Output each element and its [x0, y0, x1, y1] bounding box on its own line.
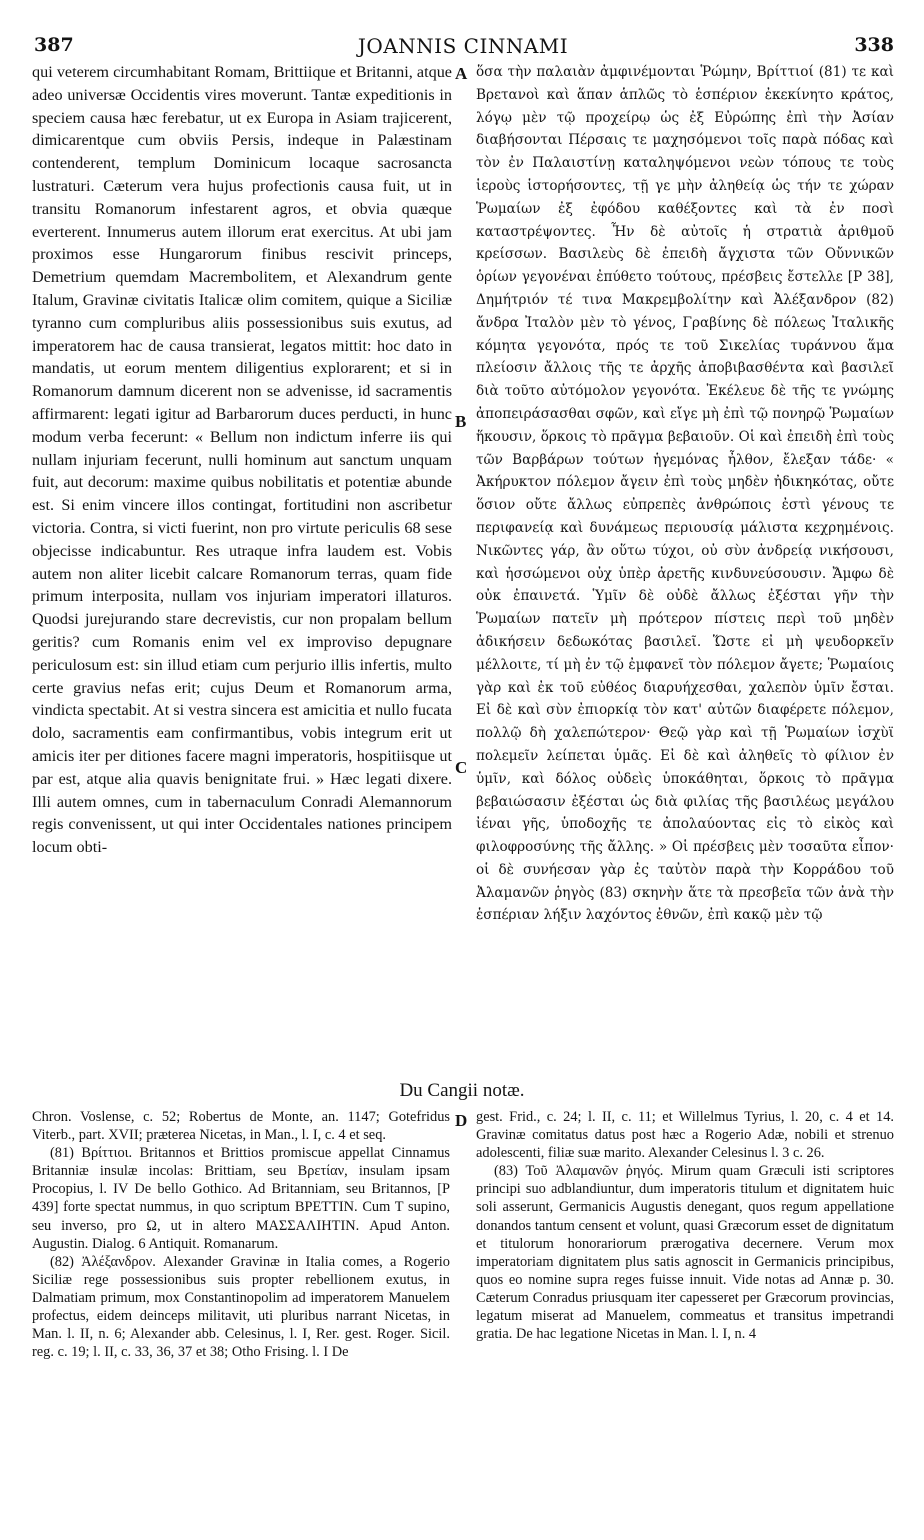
note-paragraph: (81) Βρίττιοι. Britannos et Brittios promiscue appellat Cinnamus Britanniæ insulæ incolas: Brittiam, seu Βρετίαν, insulam ipsam Procopius, l. IV De bello Gothico. Ad Britanniam, seu Britannos, [P 439] forte spectat nummus, in quo scriptum ΒΡΕΤΤΙΝ. Cum T supino, seu inverso, pro Ω, ut in altero ΜΑΣΣΑΛΙΗΤΙΝ. Apud Anton. Augustin. Dialog. 6 Antiquit. Romanarum.: [32, 1145, 450, 1252]
notes-left-column: [32, 1108, 450, 1528]
margin-marker-c: C: [455, 758, 468, 777]
latin-column: [32, 61, 452, 1071]
margin-marker-a: A: [455, 64, 468, 83]
greek-paragraph: ὅσα τὴν παλαιὰν ἀμφινέμονται Ῥώμην, Βρίττιοί (81) τε καὶ Βρετανοὶ καὶ ἅπαν ἁπλῶς τὸ ἑσπέριον ἐκεκίνητο κράτος, λόγῳ μὲν τῷ προχείρῳ ὡς ἐξ Εὐρώπης ἐπὶ τὴν Ἀσίαν διαβήσονται Πέρσαις τε μαχησόμενοι τοῖς παρὰ πόδας καὶ τὸν ἐν Παλαιστίνῃ καταληψόμενοι νεὼν τόπους τε τοὺς ἱεροὺς ἱστορήσοντες, τῇ γε μὴν ἀληθείᾳ ὡς τήν τε χώραν Ῥωμαίων ἐξ ἐφόδου καθέξοντες καὶ τὰ ἐν ποσὶ καταστρέψοντες. Ἦν δὲ αὐτοῖς ἡ στρατιὰ ἀριθμοῦ κρείσσων. Βασιλεὺς δὲ ἐπειδὴ ἄγχιστα τῶν Οὔννικῶν ὁρίων γεγονέναι ἐπύθετο τούτους, πρέσβεις ἔστελλε [P 38], Δημήτριόν τέ τινα Μακρεμβολίτην καὶ Ἀλέξανδρον (82) ἄνδρα Ἰταλὸν μὲν τὸ γένος, Γραβίνης δὲ πόλεως Ἰταλικῆς κόμητα γεγονότα, πρός τε τοῦ Σικελίας τυράννου ἅμα πλείοσιν ἄλλοις τῆς τε ἀρχῆς ἀποβιβασθέντα καὶ βασιλεῖ διὰ τοῦτο αὐτόμολον γεγονότα. Ἐκέλευε δὲ τῆς τε γνώμης ἀποπειράσασθαι σφῶν, καὶ εἴγε μὴ ἐπὶ τῷ πονηρῷ Ῥωμαίων ἥκουσιν, ὅρκοις τὸ πρᾶγμα βεβαιοῦν. Οἱ καὶ ἐπειδὴ ἐπὶ τοὺς τῶν Βαρβάρων τούτων ἡγεμόνας ἦλθον, ἔλεξαν τάδε· « Ἀκήρυκτον πόλεμον ἄγειν ἐπὶ τοὺς μηδὲν ἠδικηκότας, οὔτε ὅσιον οὔτε ἄλλως εὐπρεπὲς ἀνθρώποις ἐστὶ γένους τε περιφανείᾳ καὶ δυνάμεως περιουσίᾳ μάλιστα κεχρημένοις. Νικῶντες γάρ, ἂν οὕτω τύχοι, οὐ σὺν ἀνδρείᾳ νικήσουσι, καὶ ἡσσώμενοι οὐχ ὑπὲρ ἀρετῆς κινδυνεύσουσιν. Ἄμφω δὲ οὐκ ἐπαινετά. Ὑμῖν δὲ οὐδὲ ἄλλως ἐξέσται γῆν τὴν Ῥωμαίων πατεῖν μὴ πρότερον πίστεις περὶ τοῦ μηδὲν ἀδικήσειν δεδωκότας βασιλεῖ. Ὥστε εἰ μὴ ψευδορκεῖν μέλλοιτε, τί μὴ ἐν τῷ ἐμφανεῖ τὸν πόλεμον ἄγετε; Ῥωμαίοις γὰρ καὶ ἐκ τοῦ εὐθέος διαρυήχεσθαι, χαλεπὸν ὑμῖν ἔσται. Εἰ δὲ καὶ σὺν ἐπιορκίᾳ τὸν κατ' αὐτῶν διαφέρετε πόλεμον, πολλῷ δὴ χαλεπώτερον· Θεῷ γὰρ καὶ τῇ Ῥωμαίων ἰσχὺϊ πολεμεῖν λείπεται ὑμᾶς. Εἰ δὲ καὶ ἀληθεῖς τὸ φίλιον ἐν ὑμῖν, καὶ δόλος οὐδεὶς ὑποκάθηται, ὅρκοις τὸ πρᾶγμα βεβαιώσασιν ἐξέσται ὡς διὰ φιλίας τῆς βασιλέως μεγάλου ἰέναι γῆς, ὑποδοχῆς τε ἀπολαύοντας εἰς τὸ εἰκὸς καὶ φιλοφροσύνης τῆς ἄλλης. » Οἱ πρέσβεις μὲν τοσαῦτα εἶπον· οἱ δὲ συνήεσαν γὰρ ἐς ταὐτὸν παρὰ τὴν Κορράδου τοῦ Ἀλαμανῶν ῥηγὸς (83) σκηνὴν ἅτε τὰ πρεσβεῖα τῶν ἀνὰ τὴν ἑσπέριαν λήξιν λαχόντος ἐθνῶν, ἐπὶ κακῷ μὲν τῷ: [476, 64, 894, 924]
running-title: JOANNIS CINNAMI: [357, 34, 569, 58]
notes-right-column: [476, 1108, 894, 1528]
margin-marker-b: B: [455, 412, 467, 431]
note-paragraph: (82) Ἀλέξανδρον. Alexander Gravinæ in Italia comes, a Rogerio Siciliæ rege possessionibus suis propter rebellionem exutus, in Dalmatiam primum, mox Constantinopolim ad imperatorem Manuelem profectus, eidem deinceps militavit, uti pluribus narrant Nicetas, in Man. l. II, n. 6; Alexander abb. Celesinus, l. I, Rer. gest. Roger. Sicil. reg. c. 19; l. II, c. 33, 36, 37 et 38; Otho Frising. l. I De: [32, 1253, 450, 1361]
notes-heading: Du Cangii notæ.: [399, 1080, 525, 1101]
greek-column: [476, 61, 894, 1071]
note-paragraph: gest. Frid., c. 24; l. II, c. 11; et Willelmus Tyrius, l. 20, c. 4 et 14. Gravinæ comitatus datus post hæc a Rogerio Adæ, nobili et strenuo adolescenti, filiæ suæ marito. Alexander Celesinus l. 3 c. 26.: [476, 1109, 894, 1162]
margin-marker-d: D: [455, 1111, 468, 1130]
note-paragraph: (83) Τοῦ Ἀλαμανῶν ῥηγός. Mirum quam Græculi isti scriptores principi suo adblandiuntur, dum imperatoris titulum et dignitatem huic soli asserunt, Germanicis Augustis denegant, quos regum appellatione donandos tantum censent et volunt, quasi Græcorum esset de dignitatum et titulorum honorariorum prærogativa decernere. Verum mox imperatoriam dignitatem plus satis agnoscit in Germanicis principibus, quos eo nomine supra reges fuisse innuit. Vide notas ad Annæ p. 30. Cæterum Conradus priusquam iter capesseret per Græcorum provincias, legatum miserat ad Manuelem, commeatus et transitus impetrandi gratia. De hac legatione Nicetas in Man. l. I, n. 4: [476, 1163, 894, 1343]
note-paragraph: Chron. Voslense, c. 52; Robertus de Monte, an. 1147; Gotefridus Viterb., part. XVII; præterea Nicetas, in Man., l. I, c. 4 et seq.: [32, 1109, 450, 1144]
page-number-left: 387: [34, 34, 74, 56]
latin-paragraph: qui veterem circumhabitant Romam, Brittiique et Britanni, atque adeo universæ Occidentis vires moverunt. Tantæ expeditionis in speciem causa hæc ferebatur, ut ex Europa in Asiam trajicerent, dimicarentque cum obviis Persis, indeque in Palæstinam contenderent, templum Dominicum locaque sacrosancta lustraturi. Cæterum vera hujus profectionis causa fuit, ut in transitu Romanorum infestarent agros, et obvia quæque everterent. Innumerus autem illorum erat exercitus. At ubi jam proximos esse Hungarorum finibus rescivit princeps, Demetrium quemdam Macrembolitem, et Alexandrum gente Italum, Gravinæ civitatis Italicæ olim comitem, quique a Siciliæ tyranno cum compluribus aliis possessionibus suis exutus, ad imperatorem hac de causa transierat, legatos mittit: hoc dato in mandatis, ut eorum mentem diligentius explorarent; et si in Romanorum damnum dicerent non se advenisse, id sacramentis affirmarent: legati igitur ad Barbarorum duces perducti, in hunc modum verba fecerunt: « Bellum non indictum inferre iis qui nullam injuriam fecerunt, nulli hominum aut sanctum unquam fuit, aut decorum: maxime quibus nobilitatis et potentiæ abunde est. Si enim vincere illos contingat, fortitudini non ascribetur victoria. Contra, si victi fuerint, non pro virtute periculis 68 sese objecisse indicabuntur. Res utraque infra laudem est. Vobis autem non aliter licebit calcare Romanorum terras, quam fide primum interposita, nullam vos injuriam imperatori illaturos. Quodsi jurejurando stare decrevistis, cur non propalam bellum geritis? cum Romanis enim vel ex improviso depugnare periculosum est: sin illud etiam cum perjurio illis infertis, multo certe gravius nefas erit; cujus Deum et Romanorum arma, vindicta spectabit. At si vestra sincera est amicitia et nullo fucata dolo, sacramentis eam confirmantibus, vobis integrum erit ut amicis iter per ditiones facere magni imperatoris, hospitiisque ut par est, atque alia quavis benignitate frui. » Hæc legati dixere. Illi autem omnes, cum in tabernaculum Conradi Alemannorum regis convenissent, ut qui inter Occidentales nationes principem locum obti-: [32, 63, 452, 857]
page-number-right: 338: [854, 34, 894, 56]
running-header: [32, 34, 894, 60]
